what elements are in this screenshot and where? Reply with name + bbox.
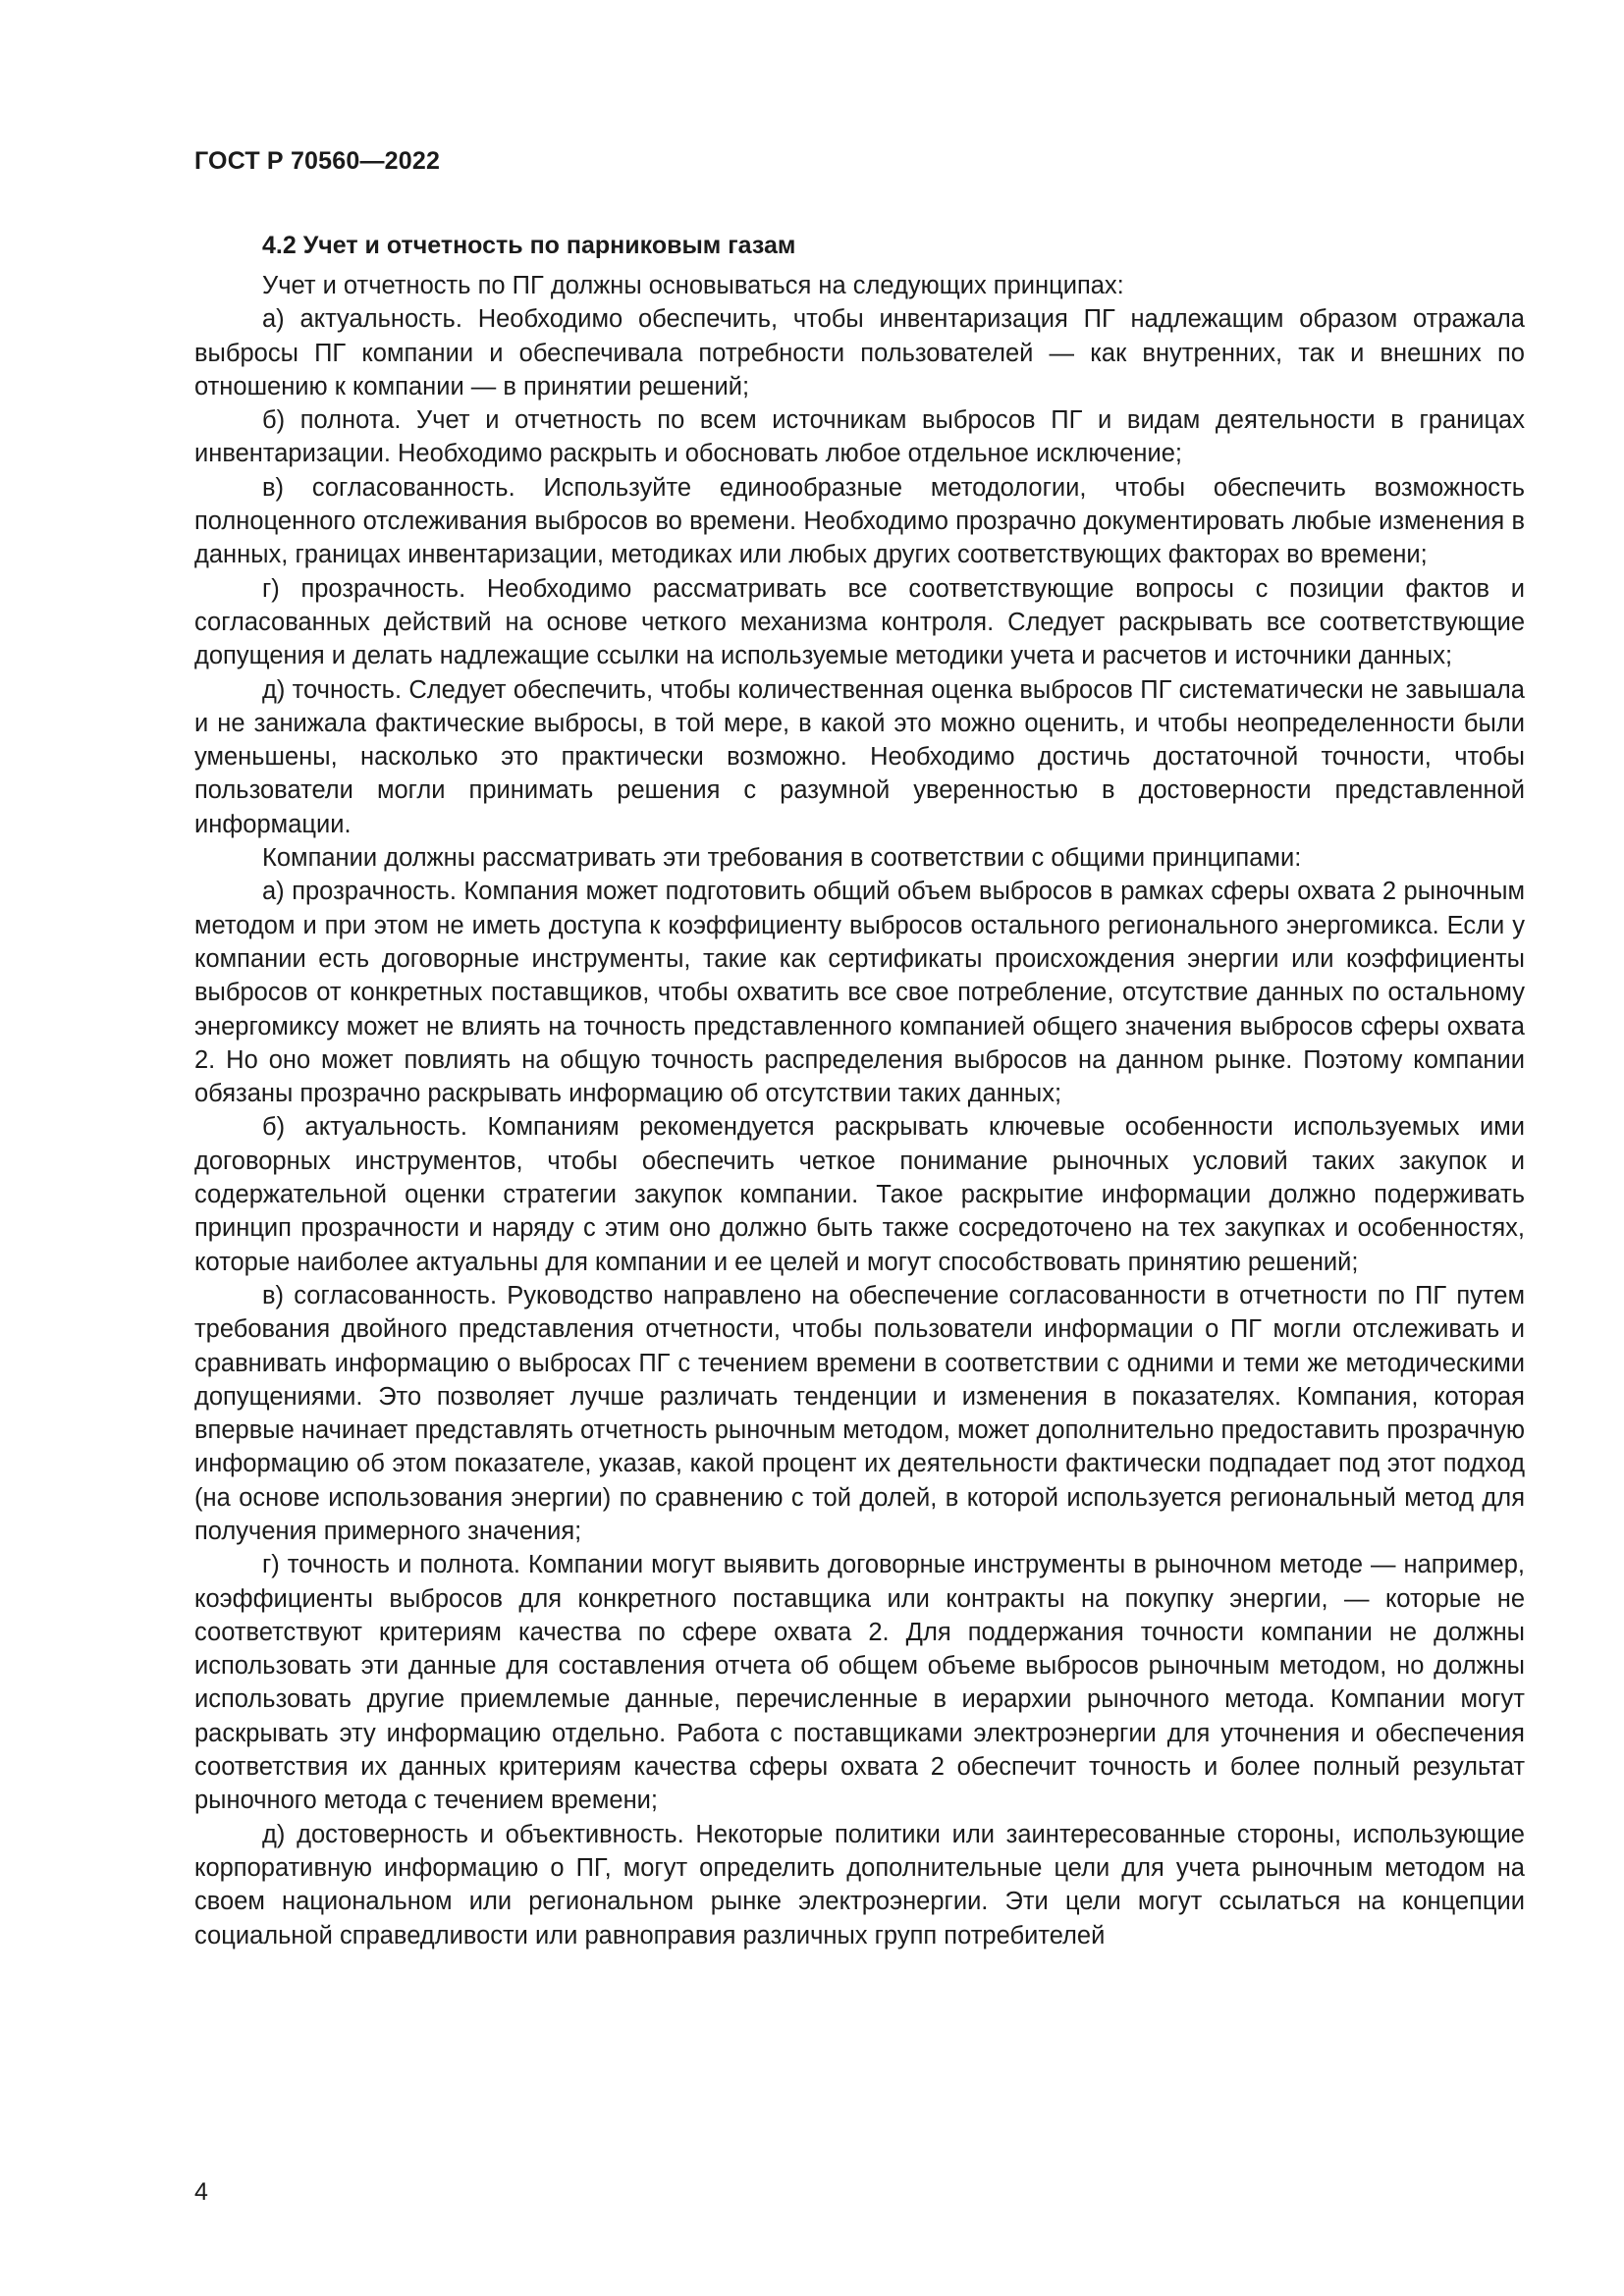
paragraph-intro: Учет и отчетность по ПГ должны основываться на следующих принципах:: [262, 272, 1124, 299]
paragraph-principle-d: д) точность. Следует обеспечить, чтобы количественная оценка выбросов ПГ систематически не завышала и не занижала фактические выбросы, в той мере, в какой это можно оценить, и чтобы неопределенности были уменьшены, насколько это практически возможно. Необходимо достичь достаточной точности, чтобы пользователи могли принимать решения с разумной уверенностью в достоверности представленной информации.: [194, 675, 1525, 838]
paragraph-principle-b: б) полнота. Учет и отчетность по всем источникам выбросов ПГ и видам деятельности в границах инвентаризации. Необходимо раскрыть и обосновать любое отдельное исключение;: [194, 406, 1525, 468]
section-title: 4.2 Учет и отчетность по парниковым газам: [262, 232, 796, 259]
paragraph-requirement-d: д) достоверность и объективность. Некоторые политики или заинтересованные стороны, использующие корпоративную информацию о ПГ, могут определить дополнительные цели для учета рыночным методом на своем национальном или региональном рынке электроэнергии. Эти цели могут ссылаться на концепции социальной справедливости или равноправия различных групп потребителей: [194, 1820, 1525, 1949]
document-body: [194, 228, 1525, 1952]
paragraph-principle-a: а) актуальность. Необходимо обеспечить, чтобы инвентаризация ПГ надлежащим образом отражала выбросы ПГ компании и обеспечивала потребности пользователей — как внутренних, так и внешних по отношению к компании — в принятии решений;: [194, 305, 1525, 400]
page-number: 4: [194, 2178, 208, 2206]
paragraph-principle-v: в) согласованность. Используйте единообразные методологии, чтобы обеспечить возможность полноценного отслеживания выбросов во времени. Необходимо прозрачно документировать любые изменения в данных, границах инвентаризации, методиках или любых других соответствующих факторах во времени;: [194, 473, 1525, 569]
paragraph-requirement-g: г) точность и полнота. Компании могут выявить договорные инструменты в рыночном методе — например, коэффициенты выбросов для конкретного поставщика или контракты на покупку энергии, — которые не соответствуют критериям качества по сфере охвата 2. Для поддержания точности компании не должны использовать эти данные для составления отчета об общем объеме выбросов рыночным методом, но должны использовать другие приемлемые данные, перечисленные в иерархии рыночного метода. Компании могут раскрывать эту информацию отдельно. Работа с поставщиками электроэнергии для уточнения и обеспечения соответствия их данных критериям качества сферы охвата 2 обеспечит точность и более полный результат рыночного метода с течением времени;: [194, 1551, 1525, 1815]
document-header-code: ГОСТ Р 70560—2022: [194, 147, 441, 175]
paragraph-requirement-v: в) согласованность. Руководство направлено на обеспечение согласованности в отчетности по ПГ путем требования двойного представления отчетности, чтобы пользователи информации о ПГ могли отслеживать и сравнивать информацию о выбросах ПГ с течением времени в соответствии с одними и теми же методическими допущениями. Это позволяет лучше различать тенденции и изменения в показателях. Компания, которая впервые начинает представлять отчетность рыночным методом, может дополнительно предоставить прозрачную информацию об этом показателе, указав, какой процент их деятельности фактически подпадает под этот подход (на основе использования энергии) по сравнению с той долей, в которой используется региональный метод для получения примерного значения;: [194, 1281, 1525, 1545]
paragraph-requirement-b: б) актуальность. Компаниям рекомендуется раскрывать ключевые особенности используемых ими договорных инструментов, чтобы обеспечить четкое понимание рыночных условий таких закупок и содержательной оценки стратегии закупок компании. Такое раскрытие информации должно подерживать принцип прозрачности и наряду с этим оно должно быть также сосредоточено на тех закупках и особенностях, которые наиболее актуальны для компании и ее целей и могут способствовать принятию решений;: [194, 1113, 1525, 1276]
paragraph-requirement-a: а) прозрачность. Компания может подготовить общий объем выбросов в рамках сферы охвата 2 рыночным методом и при этом не иметь доступа к коэффициенту выбросов остального регионального энергомикса. Если у компании есть договорные инструменты, такие как сертификаты происхождения энергии или коэффициенты выбросов от конкретных поставщиков, чтобы охватить все свое потребление, отсутствие данных по остальному энергомиксу может не влиять на точность представленного компанией общего значения выбросов сферы охвата 2. Но оно может повлиять на общую точность распределения выбросов на данном рынке. Поэтому компании обязаны прозрачно раскрывать информацию об отсутствии таких данных;: [194, 878, 1525, 1108]
paragraph-requirements-intro: Компании должны рассматривать эти требования в соответствии с общими принципами:: [262, 844, 1302, 873]
paragraph-principle-g: г) прозрачность. Необходимо рассматривать все соответствующие вопросы с позиции фактов и согласованных действий на основе четкого механизма контроля. Следует раскрывать все соответствующие допущения и делать надлежащие ссылки на используемые методики учета и расчетов и источники данных;: [194, 574, 1525, 670]
